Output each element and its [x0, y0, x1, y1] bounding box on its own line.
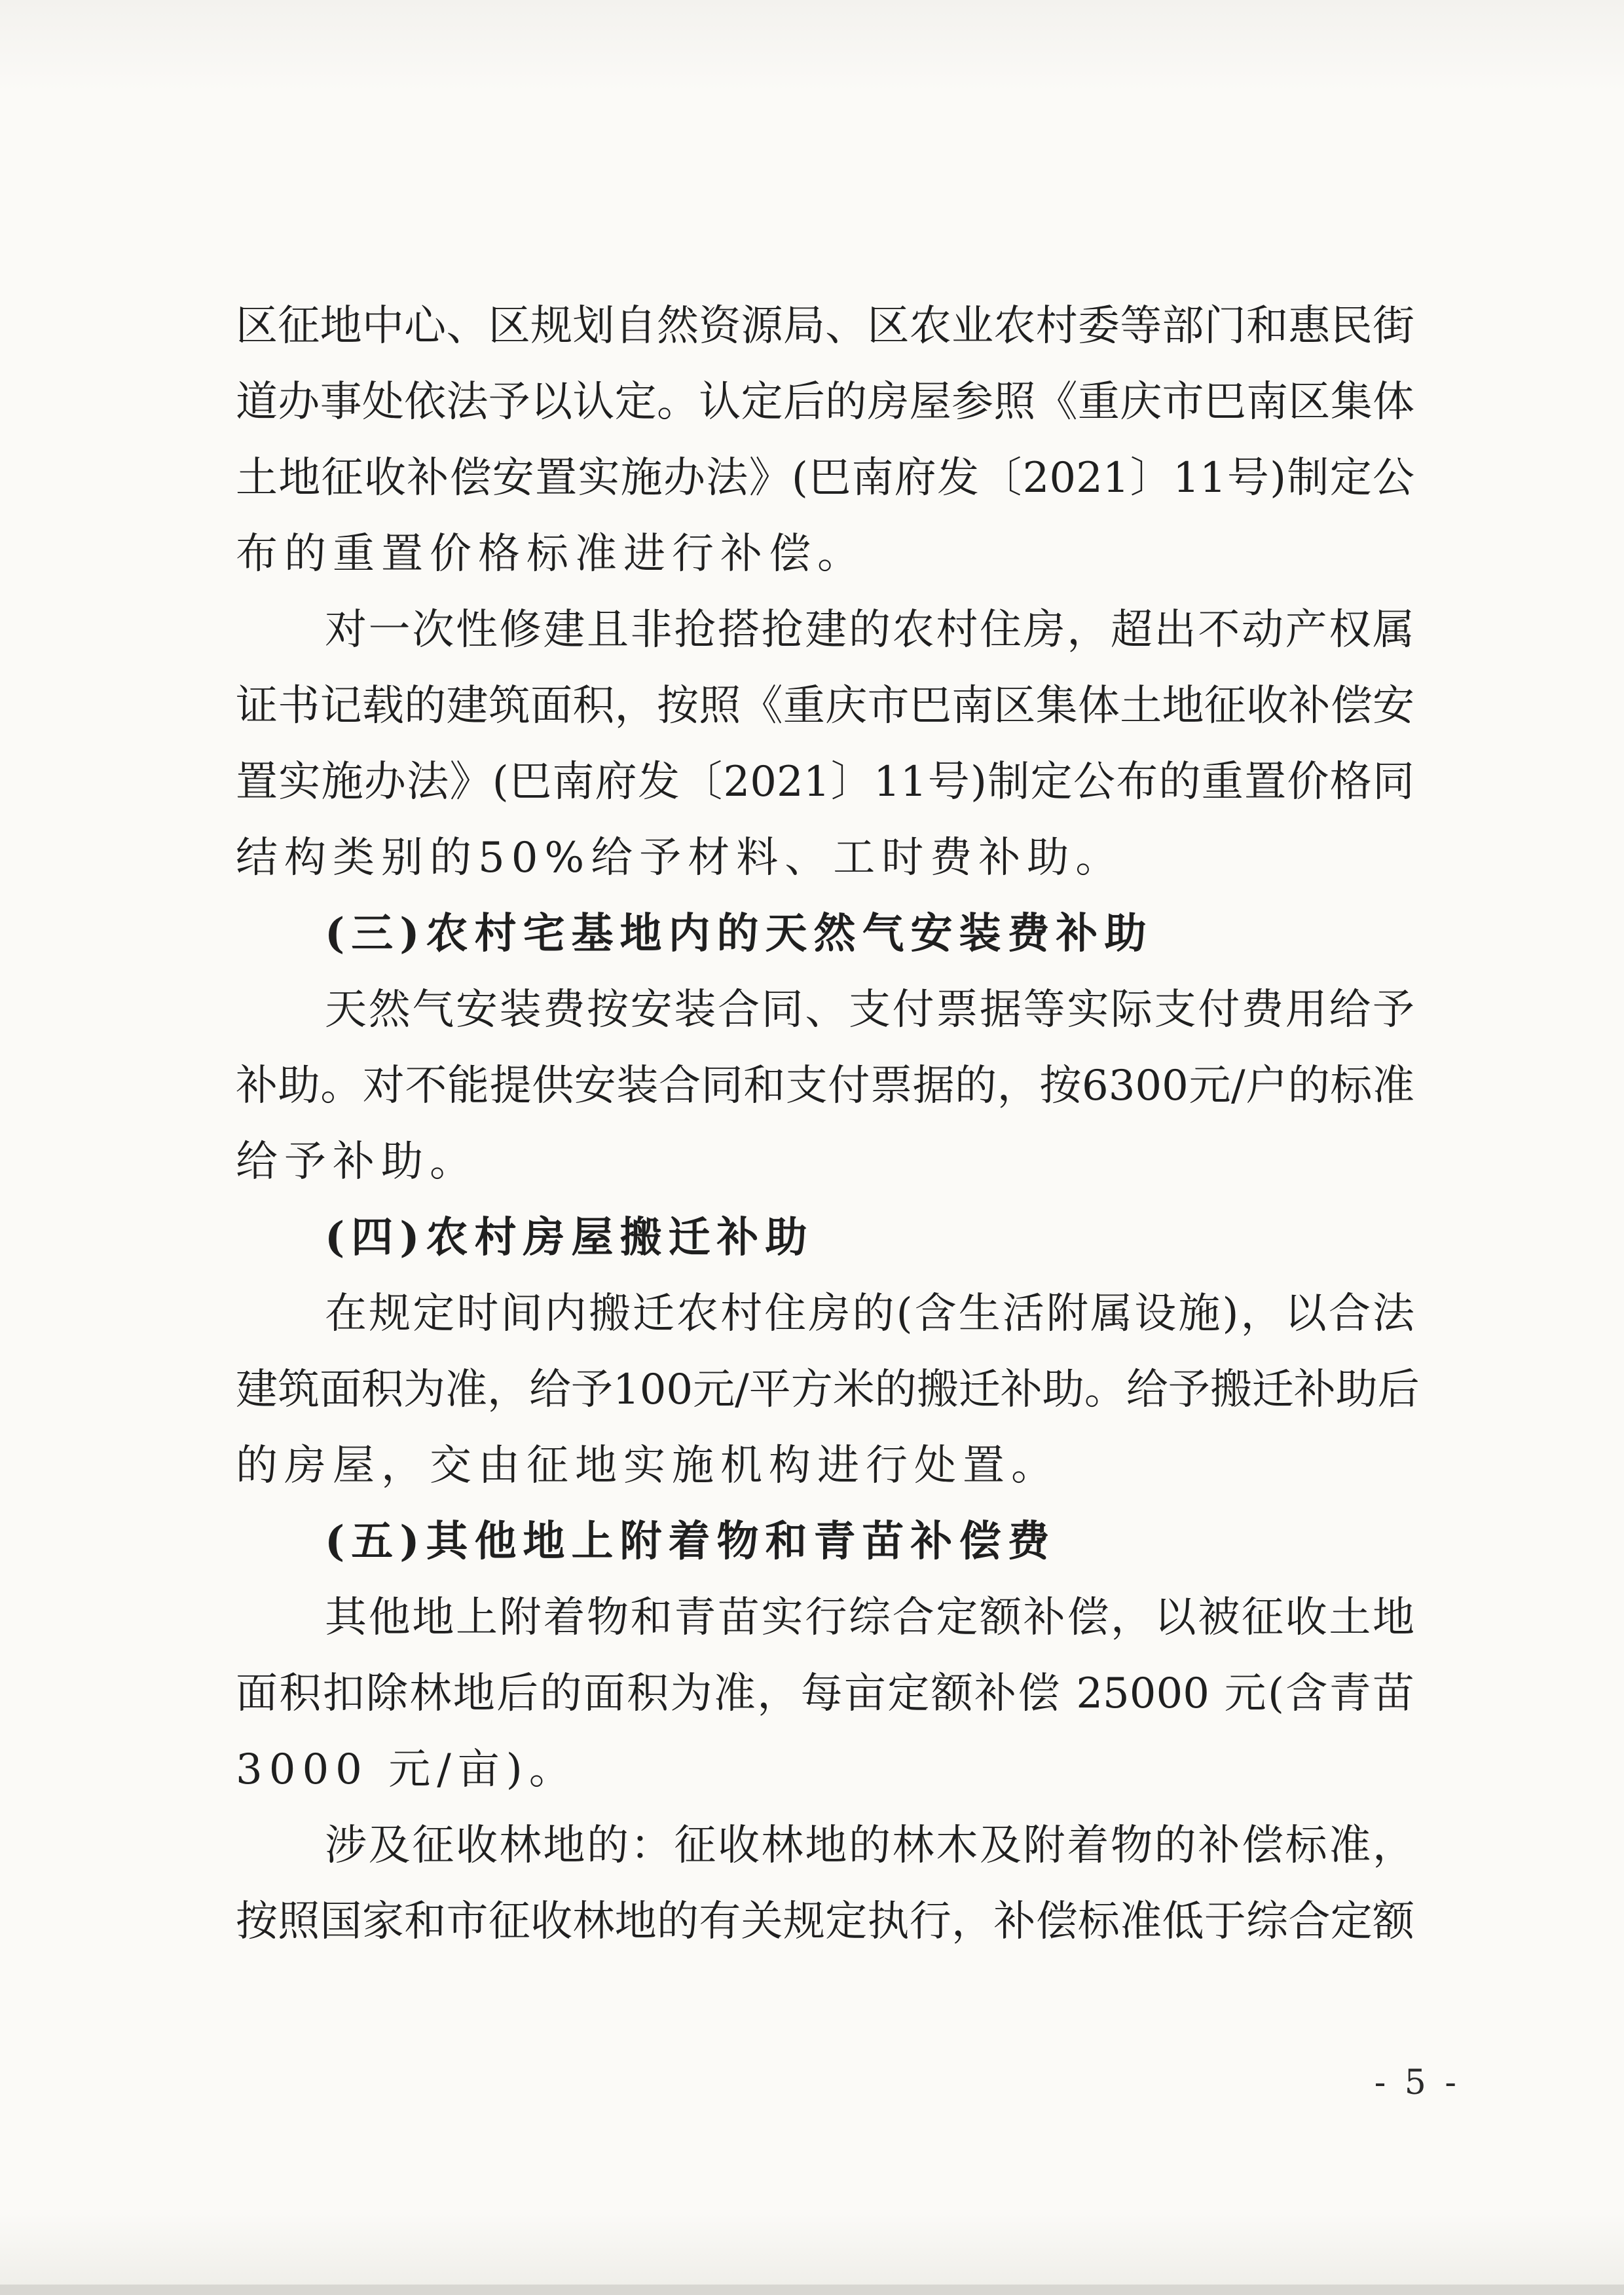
scan-bottom-edge	[0, 2285, 1624, 2295]
text-line: 3000 元/亩)。	[236, 1745, 578, 1794]
text-line: 补助。对不能提供安装合同和支付票据的，按6300元/户的标准	[236, 1062, 1414, 1110]
text-line: 结构类别的50%给予材料、工时费补助。	[236, 834, 1124, 882]
paragraph-first-line: 其他地上附着物和青苗实行综合定额补偿，以被征收土地	[325, 1594, 1414, 1642]
text-line: 布的重置价格标准进行补偿。	[236, 530, 866, 578]
paragraph-first-line: 天然气安装费按安装合同、支付票据等实际支付费用给予	[325, 986, 1414, 1034]
text-line: 证书记载的建筑面积，按照《重庆市巴南区集体土地征收补偿安	[236, 682, 1414, 730]
text-line: 建筑面积为准，给予100元/平方米的搬迁补助。给予搬迁补助后	[236, 1366, 1420, 1414]
text-line: 按照国家和市征收林地的有关规定执行，补偿标准低于综合定额	[236, 1897, 1414, 1946]
section-heading-4: (四)农村房屋搬迁补助	[325, 1213, 814, 1262]
page-number: - 5 -	[1374, 2063, 1460, 2102]
text-line: 土地征收补偿安置实施办法》(巴南府发〔2021〕11号)制定公	[236, 454, 1414, 502]
paragraph-first-line: 涉及征收林地的：征收林地的林木及附着物的补偿标准，	[325, 1821, 1414, 1870]
text-line: 区征地中心、区规划自然资源局、区农业农村委等部门和惠民街	[236, 302, 1414, 350]
text-line: 面积扣除林地后的面积为准，每亩定额补偿 25000 元(含青苗	[236, 1670, 1414, 1718]
document-body	[236, 288, 1420, 1960]
section-heading-5: (五)其他地上附着物和青苗补偿费	[325, 1517, 1056, 1566]
paragraph-first-line: 在规定时间内搬迁农村住房的(含生活附属设施)，以合法	[325, 1290, 1414, 1338]
section-heading-3: (三)农村宅基地内的天然气安装费补助	[325, 909, 1153, 958]
text-line: 给予补助。	[236, 1138, 478, 1186]
text-line: 道办事处依法予以认定。认定后的房屋参照《重庆市巴南区集体	[236, 378, 1414, 426]
paragraph-first-line: 对一次性修建且非抢搭抢建的农村住房，超出不动产权属	[325, 606, 1414, 654]
text-line: 的房屋，交由征地实施机构进行处置。	[236, 1442, 1060, 1490]
text-line: 置实施办法》(巴南府发〔2021〕11号)制定公布的重置价格同	[236, 758, 1414, 806]
